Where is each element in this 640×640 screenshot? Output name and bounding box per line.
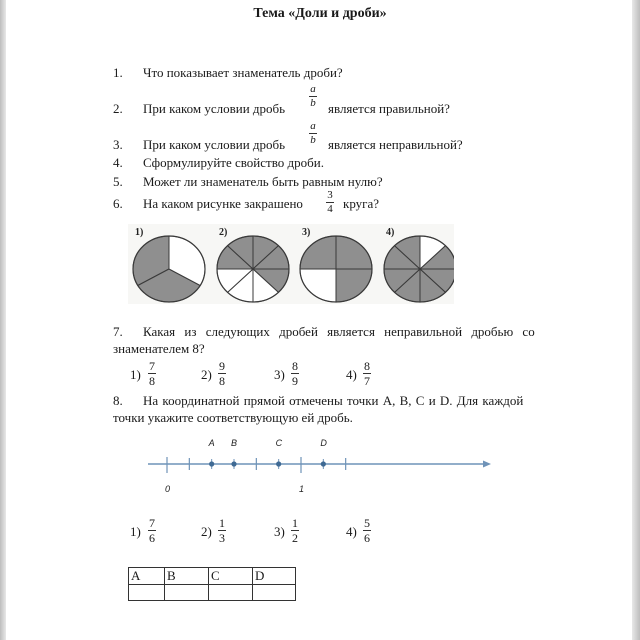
q7-option-2-label: 2) [201,367,212,382]
question-7-line-1: Какая из следующих дробей является неправильной дробью со [143,324,535,339]
q8-option-2-label: 2) [201,524,212,539]
point-b [231,461,236,466]
question-5-number: 5. [113,174,123,189]
fraction-denominator: 8 [219,374,225,388]
fraction-denominator: 2 [292,531,298,545]
question-4-text: Сформулируйте свойство дроби. [143,155,324,170]
number-line [140,430,500,500]
fraction-numerator: 7 [149,359,155,373]
point-d [321,461,326,466]
question-2-text-before: При каком условии дробь [143,101,286,116]
q7-option-1-label: 1) [130,367,141,382]
answer-table-header-row [129,568,296,585]
question-6-fraction [326,190,334,215]
circle-label: 1) [135,227,144,238]
page-shadow-left [0,0,6,640]
fraction-numerator: a [310,83,316,95]
q8-option-1-fraction [148,517,156,544]
question-2-text-after: является правильной? [328,101,450,116]
circle-figure-2 [217,227,289,302]
question-1-number: 1. [113,65,123,80]
fraction-numerator: 8 [364,359,370,373]
fraction-numerator: 9 [219,359,225,373]
fraction-denominator: 8 [149,374,155,388]
page-shadow-right [632,0,640,640]
q7-option-2-fraction [218,360,226,387]
question-8-number: 8. [113,393,123,408]
number-line-arrow-icon [483,461,491,468]
question-3-text-before: При каком условии дробь [143,137,286,152]
q8-option-4-fraction [363,517,371,544]
q8-option-4-label: 4) [346,524,357,539]
q8-option-2-fraction [218,517,226,544]
question-6-text-before: На каком рисунке закрашено [143,196,303,211]
fraction-denominator: b [310,97,316,109]
question-3-fraction [309,121,317,146]
answer-table [128,567,296,601]
fraction-denominator: 6 [149,531,155,545]
fraction-numerator: 1 [292,516,298,530]
question-2-fraction [309,84,317,109]
question-8-line-2: точки укажите соответствующую ей дробь. [113,410,353,425]
q7-option-4-label: 4) [346,367,357,382]
number-line-label-zero: 0 [165,484,171,494]
answer-table-header: C [209,568,253,585]
answer-cell-a[interactable] [129,585,165,601]
question-4-number: 4. [113,155,123,170]
circle-label: 2) [219,227,228,238]
fraction-denominator: 3 [219,531,225,545]
fraction-denominator: b [310,134,316,146]
answer-cell-b[interactable] [165,585,209,601]
answer-table-header: A [129,568,165,585]
point-label-a: A [208,438,215,448]
q7-option-4-fraction [363,360,371,387]
answer-table-header: B [165,568,209,585]
question-7-number: 7. [113,324,123,339]
circle-label: 4) [386,227,395,238]
circles-figure [128,224,454,304]
fraction-numerator: 3 [327,189,333,201]
q8-option-3-fraction [291,517,299,544]
answer-cell-d[interactable] [253,585,296,601]
question-3-number: 3. [113,137,123,152]
fraction-numerator: 5 [364,516,370,530]
fraction-denominator: 4 [327,203,333,215]
answer-table-answer-row [129,585,296,601]
point-c [276,461,281,466]
q8-option-3-label: 3) [274,524,285,539]
circle-figure-4 [384,227,454,302]
question-1-text: Что показывает знаменатель дроби? [143,65,343,80]
point-a [209,461,214,466]
question-7-line-2: знаменателем 8? [113,341,205,356]
question-6-text-after: круга? [343,196,380,211]
point-label-d: D [320,438,327,448]
fraction-numerator: 1 [219,516,225,530]
circle-figure-3 [300,227,372,302]
point-label-b: B [231,438,238,448]
circles-svg [128,224,454,304]
question-6-number: 6. [113,196,123,211]
fraction-denominator: 9 [292,374,298,388]
fraction-numerator: 8 [292,359,298,373]
fraction-numerator: 7 [149,516,155,530]
page-title: Тема «Доли и дроби» [253,6,387,21]
question-8-line-1: На координатной прямой отмечены точки A, B, C и D. Для каждой [143,393,524,408]
circle-figure-1 [133,227,205,302]
q7-option-3-label: 3) [274,367,285,382]
point-label-c: C [275,438,283,448]
fraction-denominator: 6 [364,531,370,545]
answer-cell-c[interactable] [209,585,253,601]
question-5-text: Может ли знаменатель быть равным нулю? [143,174,383,189]
question-2-number: 2. [113,101,123,116]
question-3-text-after: является неправильной? [328,137,463,152]
circle-label: 3) [302,227,311,238]
q7-option-3-fraction [291,360,299,387]
fraction-numerator: a [310,120,316,132]
q8-option-1-label: 1) [130,524,141,539]
number-line-label-one: 1 [299,484,305,494]
answer-table-header: D [253,568,296,585]
q7-option-1-fraction [148,360,156,387]
fraction-denominator: 7 [364,374,370,388]
